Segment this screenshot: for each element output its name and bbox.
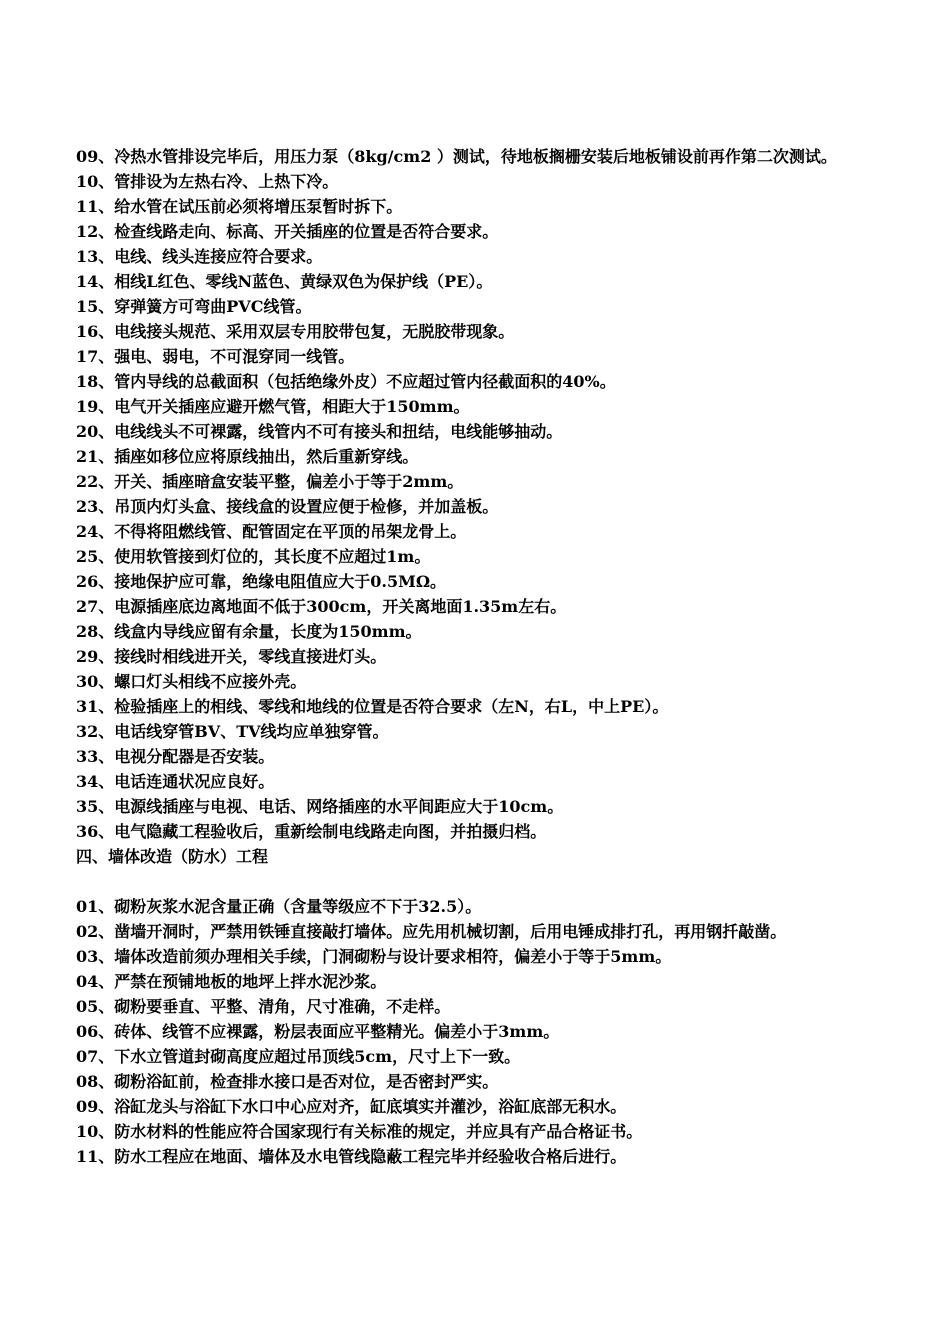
list-item: 25、使用软管接到灯位的，其长度不应超过1m。 [76,547,431,566]
list-item: 07、下水立管道封砌高度应超过吊顶线5cm，尺寸上下一致。 [76,1047,521,1066]
document-body [76,144,884,1169]
list-item: 14、相线L红色、零线N蓝色、黄绿双色为保护线（PE）。 [76,272,493,291]
list-item: 29、接线时相线进开关，零线直接进灯头。 [76,647,387,666]
list-item: 12、检查线路走向、标高、开关插座的位置是否符合要求。 [76,222,499,241]
list-item: 18、管内导线的总截面积（包括绝缘外皮）不应超过管内径截面积的40%。 [76,372,616,391]
list-item: 35、电源线插座与电视、电话、网络插座的水平间距应大于10cm。 [76,797,564,816]
list-item: 06、砖体、线管不应裸露，粉层表面应平整精光。偏差小于3mm。 [76,1022,560,1041]
list-item: 16、电线接头规范、采用双层专用胶带包复，无脱胶带现象。 [76,322,515,341]
blank-line [76,869,884,894]
list-item: 28、线盒内导线应留有余量，长度为150mm。 [76,622,422,641]
list-item: 22、开关、插座暗盒安装平整，偏差小于等于2mm。 [76,472,464,491]
list-item: 04、严禁在预铺地板的地坪上拌水泥沙浆。 [76,972,387,991]
list-item: 36、电气隐藏工程验收后，重新绘制电线路走向图，并拍摄归档。 [76,822,547,841]
list-item: 17、强电、弱电，不可混穿同一线管。 [76,347,355,366]
list-item: 27、电源插座底边离地面不低于300cm，开关离地面1.35m左右。 [76,597,567,616]
list-item: 30、螺口灯头相线不应接外壳。 [76,672,307,691]
list-item: 32、电话线穿管BV、TV线均应单独穿管。 [76,722,389,741]
list-item: 03、墙体改造前须办理相关手续，门洞砌粉与设计要求相符，偏差小于等于5mm。 [76,947,672,966]
list-item: 10、防水材料的性能应符合国家现行有关标准的规定，并应具有产品合格证书。 [76,1122,643,1141]
list-item: 34、电话连通状况应良好。 [76,772,275,791]
list-item: 15、穿弹簧方可弯曲PVC线管。 [76,297,312,316]
list-item: 11、给水管在试压前必须将增压泵暂时拆下。 [76,197,403,216]
list-item: 01、砌粉灰浆水泥含量正确（含量等级应不下于32.5）。 [76,897,482,916]
list-item: 09、冷热水管排设完毕后，用压力泵（8kg/cm2 ）测试，待地板搁栅安装后地板铺设前再作第二次测试。 [76,147,837,166]
list-item: 19、电气开关插座应避开燃气管，相距大于150mm。 [76,397,470,416]
list-item: 23、吊顶内灯头盒、接线盒的设置应便于检修，并加盖板。 [76,497,499,516]
list-item: 02、凿墙开洞时，严禁用铁锤直接敲打墙体。应先用机械切割，后用电锤成排打孔，再用钢扦敲凿。 [76,922,787,941]
section-heading: 四、墙体改造（防水）工程 [76,847,269,866]
list-item: 09、浴缸龙头与浴缸下水口中心应对齐，缸底填实并灌沙，浴缸底部无积水。 [76,1097,627,1116]
list-item: 11、防水工程应在地面、墙体及水电管线隐蔽工程完毕并经验收合格后进行。 [76,1147,627,1166]
list-item: 24、不得将阻燃线管、配管固定在平顶的吊架龙骨上。 [76,522,467,541]
list-item: 33、电视分配器是否安装。 [76,747,275,766]
list-item: 31、检验插座上的相线、零线和地线的位置是否符合要求（左N，右L，中上PE）。 [76,697,669,716]
list-item: 05、砌粉要垂直、平整、清角，尺寸准确，不走样。 [76,997,451,1016]
list-item: 10、管排设为左热右冷、上热下冷。 [76,172,339,191]
list-item: 20、电线线头不可裸露，线管内不可有接头和扭结，电线能够抽动。 [76,422,563,441]
list-item: 26、接地保护应可靠，绝缘电阻值应大于0.5MΩ。 [76,572,447,591]
list-item: 13、电线、线头连接应符合要求。 [76,247,323,266]
list-item: 21、插座如移位应将原线抽出，然后重新穿线。 [76,447,419,466]
list-item: 08、砌粉浴缸前，检查排水接口是否对位，是否密封严实。 [76,1072,499,1091]
